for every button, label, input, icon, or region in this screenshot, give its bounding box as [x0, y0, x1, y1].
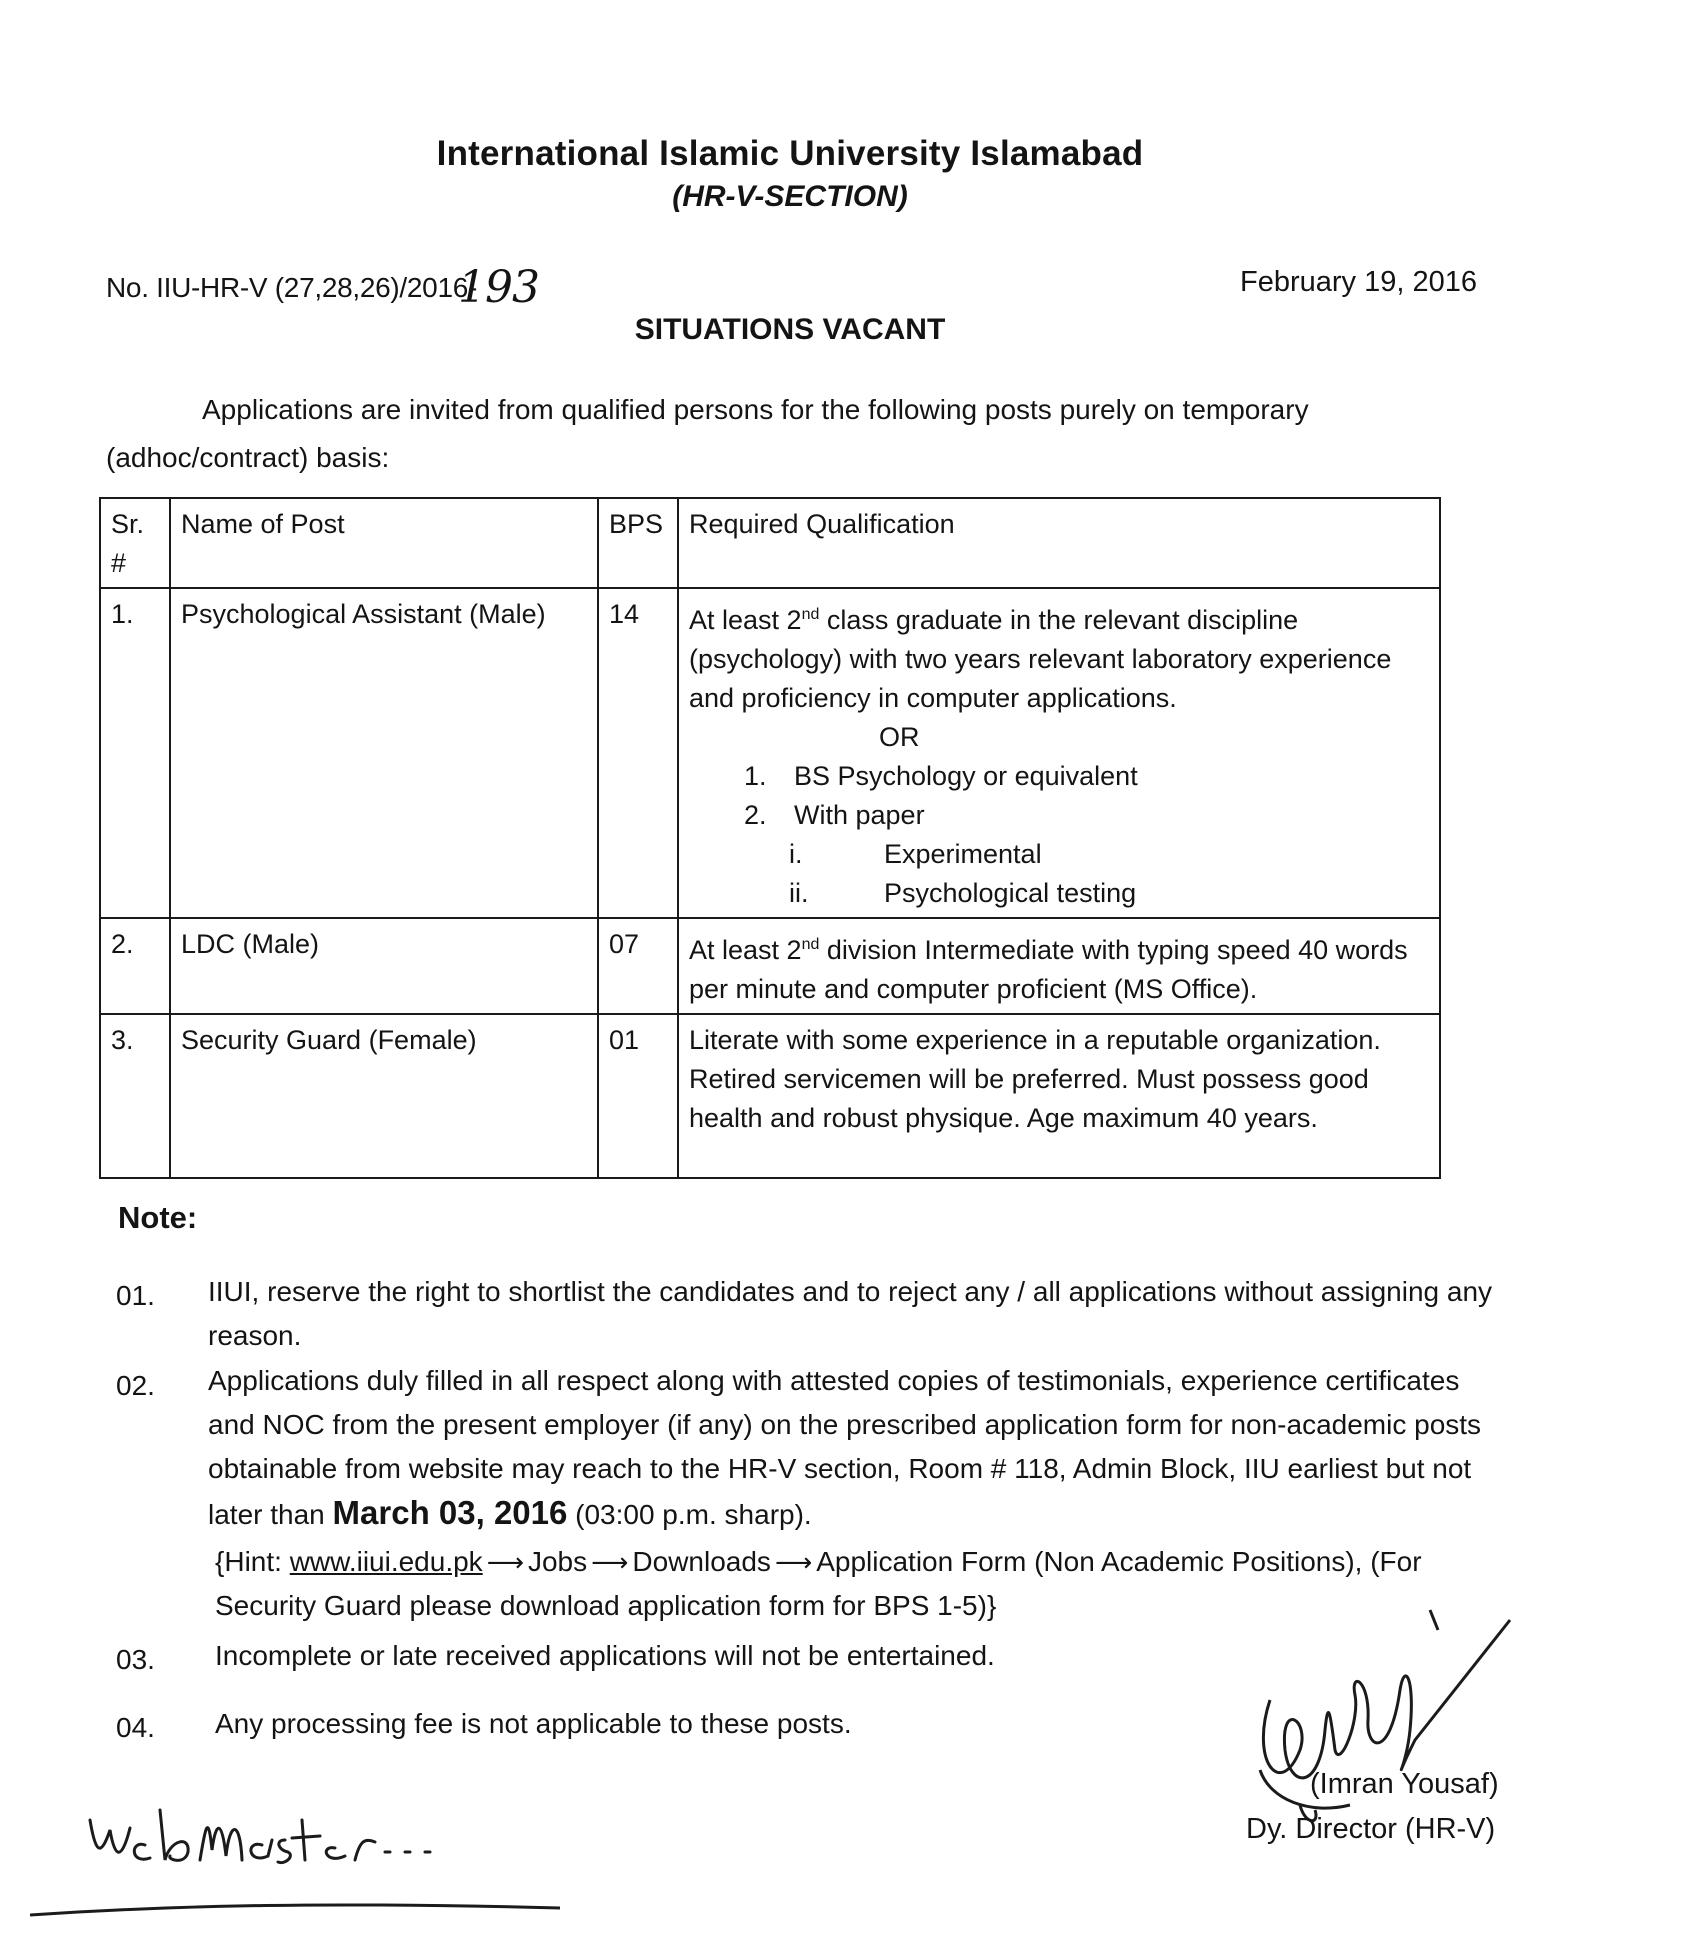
row-bps: 14	[598, 588, 678, 918]
list-item: 1. BS Psychology or equivalent	[744, 761, 1138, 791]
handwritten-reference-number: 193	[458, 262, 539, 313]
note-number: 03.	[116, 1644, 155, 1675]
website-link[interactable]: www.iiui.edu.pk	[289, 1546, 483, 1577]
table-row	[100, 918, 1440, 1014]
deadline-date: March 03, 2016	[332, 1494, 568, 1531]
row-post: LDC (Male)	[170, 918, 598, 1014]
header-sr: Sr. #	[100, 498, 170, 588]
header-bps: BPS	[598, 498, 678, 588]
arrow-right-icon: ⟶	[591, 1547, 629, 1577]
row-sr: 3.	[100, 1014, 170, 1178]
row-sr: 1.	[100, 588, 170, 918]
row-qualification: At least 2nd division Intermediate with typing speed 40 words per minute and computer proficient (MS Office).	[678, 918, 1440, 1014]
hint-text: {Hint: www.iiui.edu.pk ⟶ Jobs ⟶ Downloads ⟶ Application Form (Non Academic Positions), (For Security Guard please download application form for BPS 1-5)}	[215, 1540, 1495, 1628]
note-number: 04.	[116, 1712, 155, 1743]
page-heading: SITUATIONS VACANT	[634, 313, 946, 346]
table-row	[100, 1014, 1440, 1178]
row-qualification: Literate with some experience in a reputable organization. Retired servicemen will be preferred. Must possess good health and robust physique. Age maximum 40 years.	[678, 1014, 1440, 1178]
header-post: Name of Post	[170, 498, 598, 588]
row-post: Security Guard (Female)	[170, 1014, 598, 1178]
row-bps: 07	[598, 918, 678, 1014]
row-sr: 2.	[100, 918, 170, 1014]
row-post: Psychological Assistant (Male)	[170, 588, 598, 918]
list-item: 2. With paper	[744, 800, 925, 830]
header-qualification: Required Qualification	[678, 498, 1440, 588]
note-text: Any processing fee is not applicable to these posts.	[215, 1708, 852, 1739]
reference-number: No. IIU-HR-V (27,28,26)/2016-	[106, 272, 478, 303]
arrow-right-icon: ⟶	[774, 1547, 813, 1577]
signatory-title: Dy. Director (HR-V)	[1246, 1813, 1496, 1845]
handwritten-webmaster-note	[30, 1790, 590, 1920]
notes-heading: Note:	[118, 1200, 198, 1235]
signatory-name: (Imran Yousaf)	[1310, 1768, 1499, 1800]
note-text: Applications duly filled in all respect along with attested copies of testimonials, experience certificates and NOC from the present employer (if any) on the prescribed application form for non-academic posts obtainable from website may reach to the HR-V section, Room # 118, Admin Block, IIU earliest but not later than March 03, 2016 (03:00 p.m. sharp).	[208, 1365, 1482, 1531]
sub-list-item: ii. Psychological testing	[789, 878, 1137, 908]
note-text: Incomplete or late received applications will not be entertained.	[215, 1640, 995, 1671]
vacancies-table	[99, 497, 1441, 1179]
note-number: 01.	[116, 1280, 155, 1311]
row-qualification	[678, 588, 1440, 918]
note-number: 02.	[116, 1370, 155, 1401]
sub-list-item: i. Experimental	[789, 839, 1042, 869]
section-subtitle: (HR-V-SECTION)	[672, 180, 908, 213]
qualification-text: At least 2nd class graduate in the relevant discipline (psychology) with two years relevant laboratory experience and proficiency in computer applications.	[689, 605, 1392, 713]
row-bps: 01	[598, 1014, 678, 1178]
institution-title: International Islamic University Islamabad	[436, 134, 1144, 173]
note-text: IIUI, reserve the right to shortlist the candidates and to reject any / all applications without assigning any reason.	[208, 1276, 1493, 1351]
arrow-right-icon: ⟶	[486, 1547, 524, 1577]
document-date: February 19, 2016	[1240, 266, 1477, 298]
table-header-row	[100, 498, 1440, 588]
or-separator: OR	[879, 722, 920, 752]
table-row	[100, 588, 1440, 918]
intro-paragraph: Applications are invited from qualified persons for the following posts purely on temporary (adhoc/contract) basis:	[106, 394, 1309, 473]
